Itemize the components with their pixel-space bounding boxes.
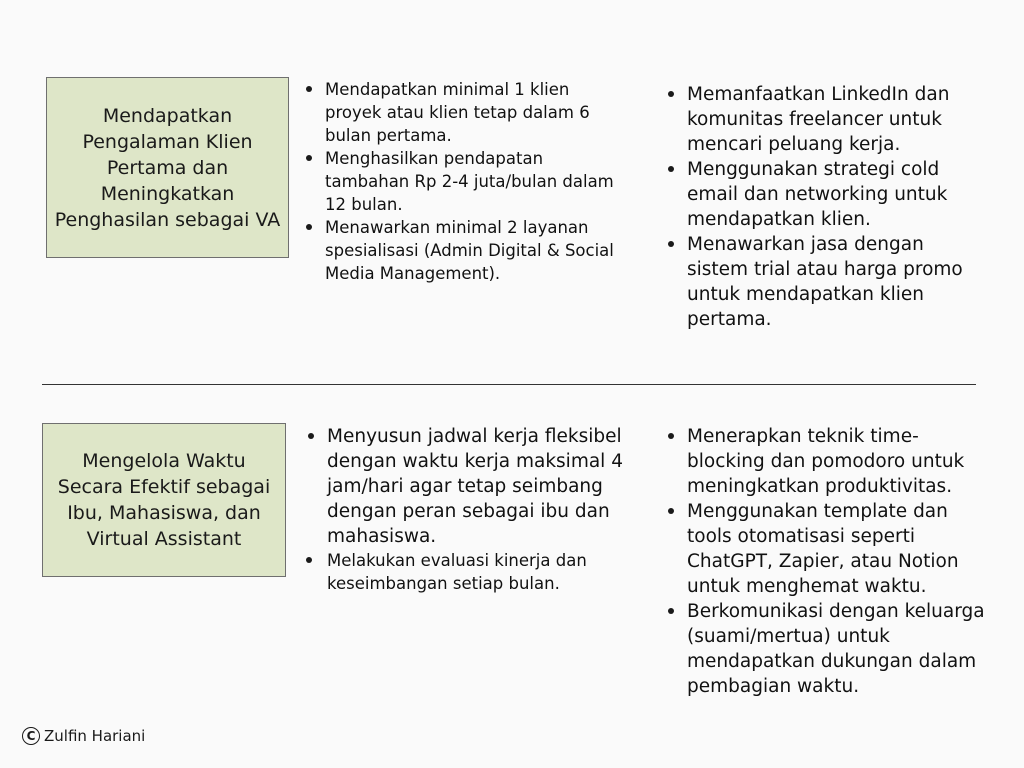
- list-item: Menggunakan template dan tools otomatisasi seperti ChatGPT, Zapier, atau Notion untuk menghemat waktu.: [663, 499, 993, 599]
- targets-list-1: [301, 78, 621, 285]
- list-item: Menyusun jadwal kerja fleksibel dengan waktu kerja maksimal 4 jam/hari agar tetap seimbang dengan peran sebagai ibu dan mahasiswa.: [303, 424, 643, 549]
- copyright-icon: C: [22, 727, 40, 745]
- list-item: Memanfaatkan LinkedIn dan komunitas freelancer untuk mencari peluang kerja.: [663, 82, 983, 157]
- list-item: Menggunakan strategi cold email dan networking untuk mendapatkan klien.: [663, 157, 983, 232]
- goal-box-2: [42, 423, 286, 577]
- list-item: Menawarkan minimal 2 layanan spesialisasi (Admin Digital & Social Media Management).: [301, 216, 621, 285]
- author-name: Zulfin Hariani: [44, 727, 146, 745]
- goal-1-text: Mendapatkan Pengalaman Klien Pertama dan Meningkatkan Penghasilan sebagai VA: [54, 104, 281, 231]
- goal-box-1: [46, 77, 289, 258]
- list-item: Menerapkan teknik time-blocking dan pomodoro untuk meningkatkan produktivitas.: [663, 424, 993, 499]
- strategies-list-1: [663, 82, 983, 332]
- list-item: Berkomunikasi dengan keluarga (suami/mertua) untuk mendapatkan dukungan dalam pembagian waktu.: [663, 599, 993, 699]
- list-item: Menghasilkan pendapatan tambahan Rp 2-4 juta/bulan dalam 12 bulan.: [301, 147, 621, 216]
- list-item: Menawarkan jasa dengan sistem trial atau harga promo untuk mendapatkan klien pertama.: [663, 232, 983, 332]
- goal-2-text: Mengelola Waktu Secara Efektif sebagai Ibu, Mahasiswa, dan Virtual Assistant: [57, 450, 271, 550]
- credit-line: [22, 727, 145, 745]
- list-item: Melakukan evaluasi kinerja dan keseimbangan setiap bulan.: [303, 549, 643, 595]
- list-item: Mendapatkan minimal 1 klien proyek atau klien tetap dalam 6 bulan pertama.: [301, 78, 621, 147]
- targets-list-2: [303, 424, 643, 595]
- row-divider: [42, 384, 976, 385]
- strategies-list-2: [663, 424, 993, 699]
